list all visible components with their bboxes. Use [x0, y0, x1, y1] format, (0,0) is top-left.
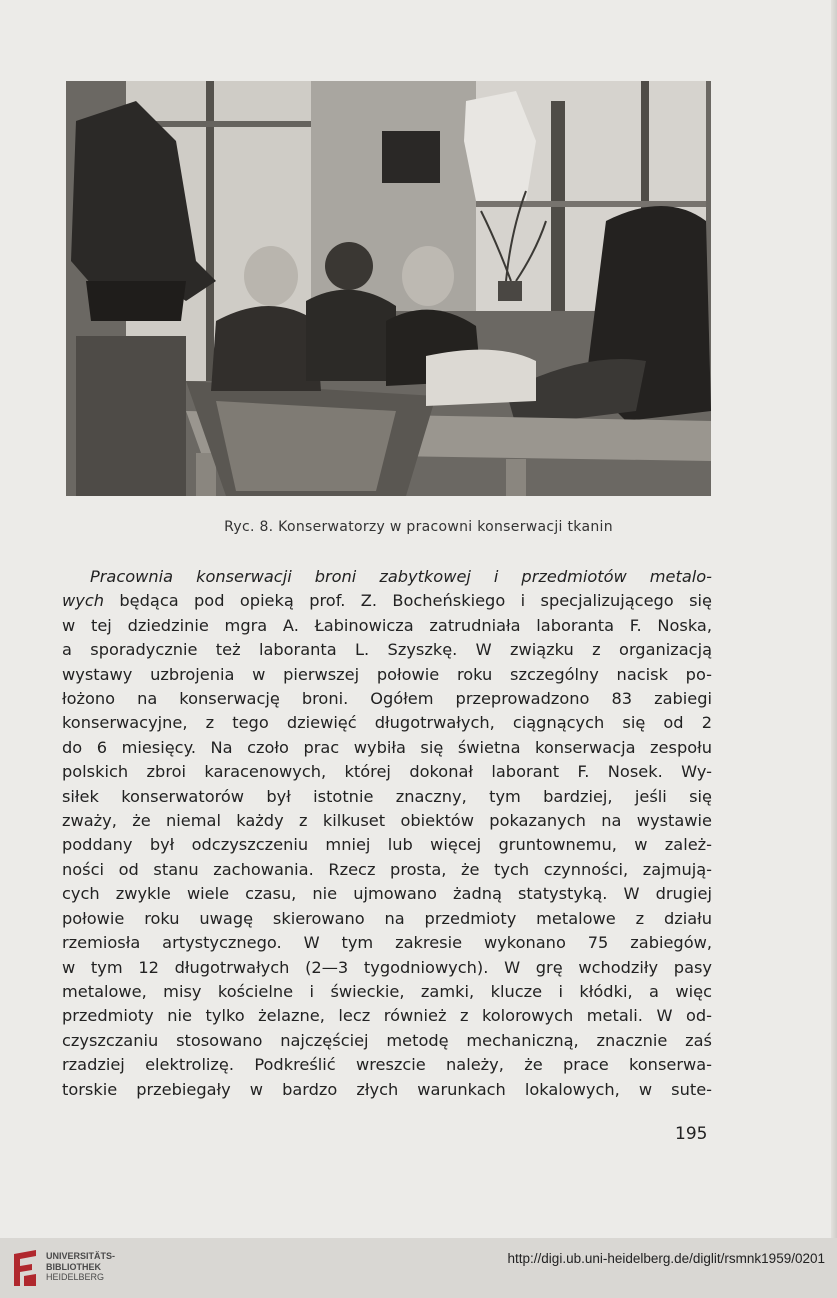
text-line: polskich zbroi karacenowych, której dokonał laborant F. Nosek. Wy- — [62, 762, 712, 782]
text-line: czyszczaniu stosowano najczęściej metodę mechaniczną, znacznie zaś — [62, 1030, 712, 1050]
photograph-illustration — [66, 81, 711, 496]
library-name-line: UNIVERSITÄTS- — [46, 1251, 116, 1261]
page-number: 195 — [675, 1124, 708, 1144]
text-line: ności od stanu zachowania. Rzecz prosta, że tych czynności, zajmują- — [62, 859, 712, 879]
text-line: rzemiosła artystycznego. W tym zakresie wykonano 75 zabiegów, — [62, 933, 712, 953]
page-edge — [831, 0, 837, 1238]
text-line: przedmioty nie tylko żelazne, lecz również z kolorowych metali. W od- — [62, 1006, 712, 1026]
text-line: połowie roku uwagę skierowano na przedmioty metalowe z działu — [62, 908, 712, 928]
library-name[interactable] — [46, 1251, 115, 1283]
text-line: wych będąca pod opieką prof. Z. Bocheńskiego i specjalizującego się — [62, 591, 712, 611]
text-line: Pracownia konserwacji broni zabytkowej i przedmiotów metalo- — [90, 567, 712, 586]
text-line: a sporadycznie też laboranta L. Szyszkę. W związku z organizacją — [62, 640, 712, 660]
library-name-line: HEIDELBERG — [46, 1272, 105, 1282]
text-line: zważy, że niemal każdy z kilkuset obiektów pokazanych na wystawie — [62, 811, 712, 831]
ub-heidelberg-logo-icon[interactable] — [10, 1248, 40, 1288]
library-name-line: BIBLIOTHEK — [46, 1261, 101, 1272]
text-line: torskie przebiegały w bardzo złych warunkach lokalowych, w sute- — [62, 1079, 712, 1099]
text-line: w tej dziedzinie mgra A. Łabinowicza zatrudniała laboranta F. Noska, — [62, 615, 712, 635]
text-line: cych zwykle wiele czasu, nie ujmowano żadną statystyką. W drugiej — [62, 884, 712, 904]
footer-bar — [0, 1238, 837, 1298]
figure-photograph — [66, 81, 711, 496]
text-line: siłek konserwatorów był istotnie znaczny, tym bardziej, jeśli się — [62, 786, 712, 806]
body-text — [62, 565, 712, 1102]
text-line: w tym 12 długotrwałych (2—3 tygodniowych). W grę wchodziły pasy — [62, 957, 712, 977]
text-line: do 6 miesięcy. Na czoło prac wybiła się świetna konserwacja zespołu — [62, 737, 712, 757]
text-line: wystawy uzbrojenia w pierwszej połowie roku szczególny nacisk po- — [62, 664, 712, 684]
permalink-url[interactable]: http://digi.ub.uni-heidelberg.de/diglit/rsmnk1959/0201 — [507, 1251, 825, 1266]
text-line: metalowe, misy kościelne i świeckie, zamki, klucze i kłódki, a więc — [62, 981, 712, 1001]
text-line: konserwacyjne, z tego dziewięć długotrwałych, ciągnących się od 2 — [62, 713, 712, 733]
figure-caption: Ryc. 8. Konserwatorzy w pracowni konserwacji tkanin — [224, 519, 613, 535]
text-line: łożono na konserwację broni. Ogółem przeprowadzono 83 zabiegi — [62, 689, 712, 709]
text-line: rzadziej elektrolizę. Podkreślić wreszcie należy, że prace konserwa- — [62, 1055, 712, 1075]
text-line: poddany był odczyszczeniu mniej lub więcej gruntownemu, w zależ- — [62, 835, 712, 855]
